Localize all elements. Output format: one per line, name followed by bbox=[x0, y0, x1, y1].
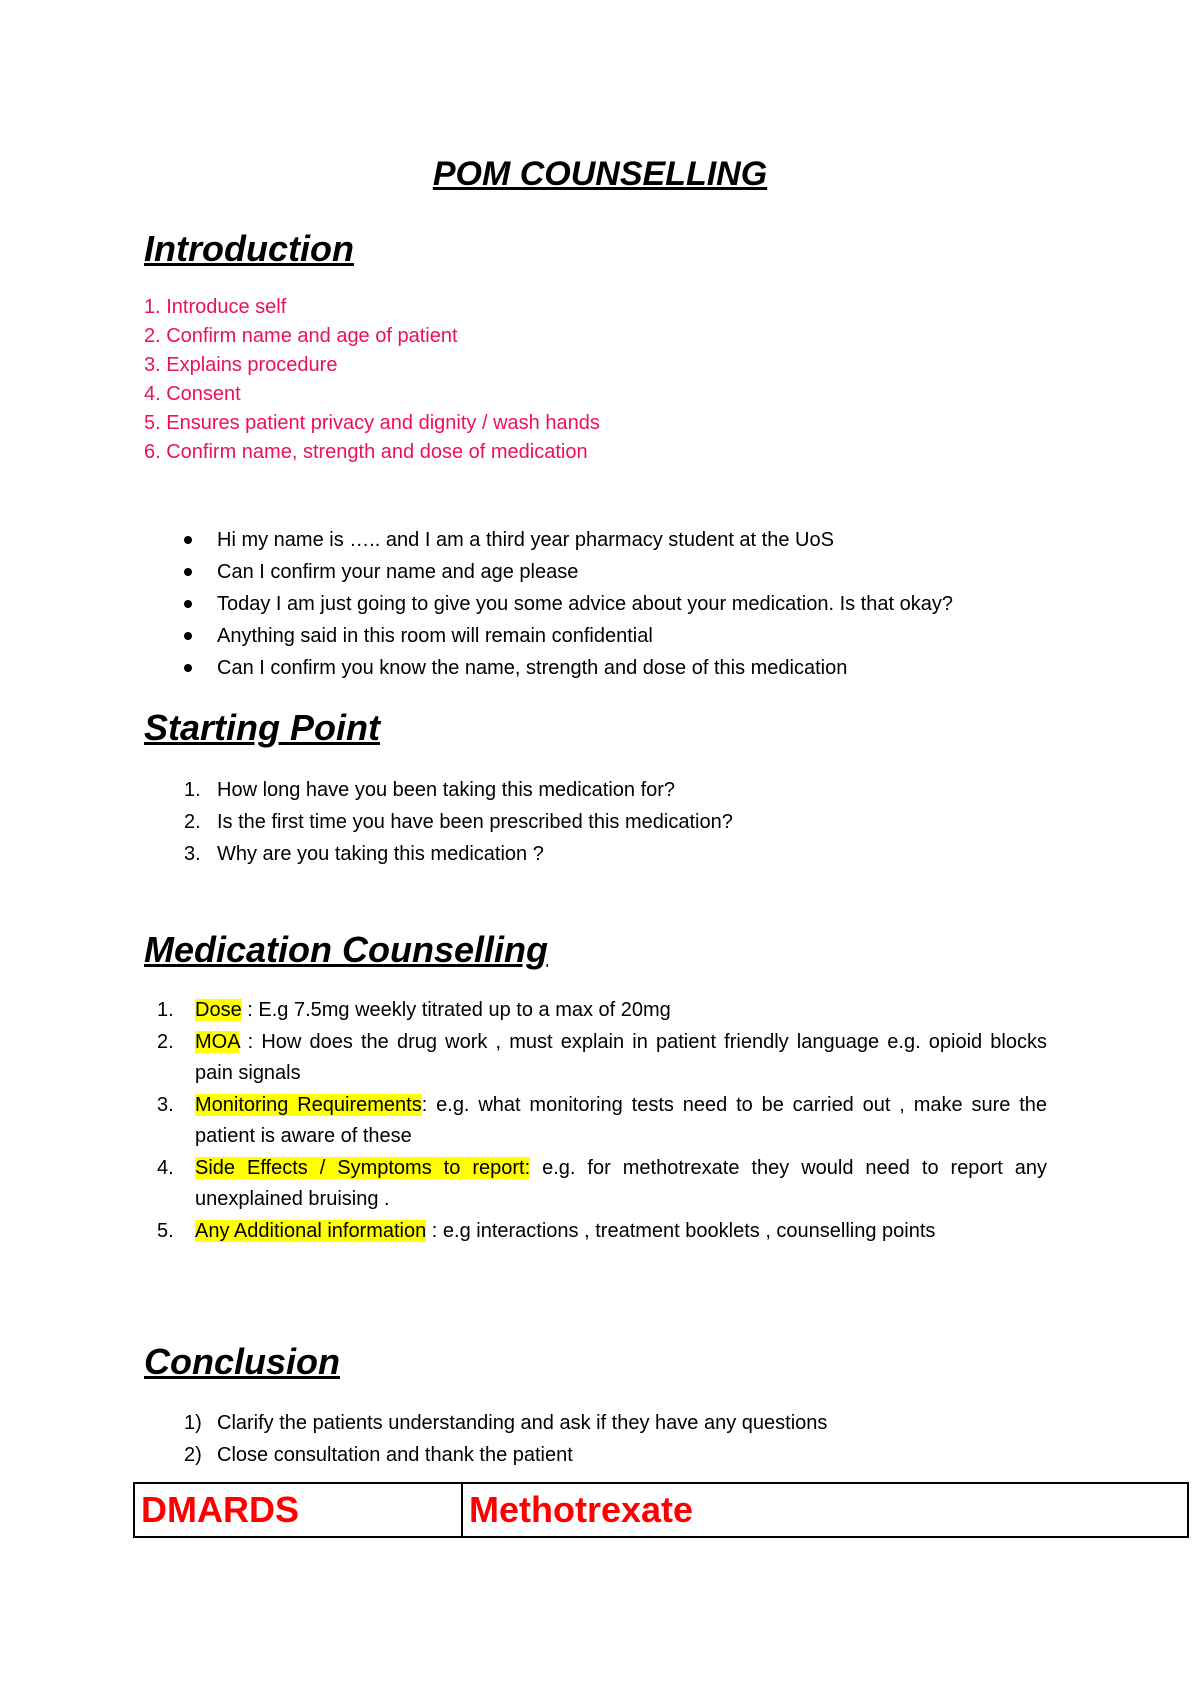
highlighted-label: Any Additional information bbox=[195, 1219, 427, 1242]
list-text: : e.g. what monitoring tests need to be carried out , make sure the patient is aware of these bbox=[195, 1093, 1048, 1147]
list-item bbox=[157, 1216, 1047, 1248]
introduction-step: 1. Introduce self bbox=[144, 296, 287, 318]
list-number: 3. bbox=[184, 843, 201, 865]
list-number: 2. bbox=[184, 811, 201, 833]
list-item bbox=[184, 1407, 827, 1439]
list-number: 3. bbox=[157, 1093, 174, 1116]
introduction-heading: Introduction bbox=[144, 228, 354, 269]
starting-point-list bbox=[184, 774, 733, 870]
list-item bbox=[157, 1027, 1047, 1090]
list-number: 2) bbox=[184, 1444, 202, 1466]
drug-table bbox=[133, 1482, 1189, 1538]
list-text: : How does the drug work , must explain in patient friendly language e.g. opioid blocks pain signals bbox=[195, 1030, 1047, 1084]
list-text: Why are you taking this medication ? bbox=[217, 843, 544, 865]
highlighted-label: MOA bbox=[195, 1030, 240, 1053]
list-number: 1. bbox=[184, 779, 201, 801]
list-text: e.g. for methotrexate they would need to report any unexplained bruising . bbox=[195, 1156, 1047, 1210]
script-text: Hi my name is ….. and I am a third year pharmacy student at the UoS bbox=[217, 529, 834, 551]
conclusion-list bbox=[184, 1407, 827, 1471]
list-number: 2. bbox=[157, 1030, 174, 1053]
introduction-steps bbox=[144, 293, 600, 467]
script-item bbox=[184, 620, 953, 652]
list-number: 4. bbox=[157, 1156, 174, 1179]
script-text: Can I confirm you know the name, strength and dose of this medication bbox=[217, 657, 848, 679]
highlighted-label: Monitoring Requirements bbox=[195, 1093, 422, 1116]
table-row bbox=[134, 1483, 1188, 1537]
drug-category-cell: DMARDS bbox=[134, 1483, 462, 1537]
list-text: : e.g interactions , treatment booklets , counselling points bbox=[426, 1219, 936, 1242]
list-item bbox=[184, 806, 733, 838]
list-item bbox=[157, 995, 1047, 1027]
introduction-step: 5. Ensures patient privacy and dignity / wash hands bbox=[144, 412, 600, 434]
list-number: 5. bbox=[157, 1219, 174, 1242]
bullet-icon bbox=[184, 536, 192, 544]
script-item bbox=[184, 652, 953, 684]
list-item bbox=[184, 1439, 827, 1471]
introduction-step: 2. Confirm name and age of patient bbox=[144, 325, 458, 347]
list-text: Close consultation and thank the patient bbox=[217, 1444, 573, 1466]
conclusion-heading: Conclusion bbox=[144, 1341, 340, 1382]
medication-counselling-heading: Medication Counselling bbox=[144, 929, 549, 970]
list-text: Is the first time you have been prescribed this medication? bbox=[217, 811, 733, 833]
bullet-icon bbox=[184, 664, 192, 672]
list-text: : E.g 7.5mg weekly titrated up to a max of 20mg bbox=[241, 999, 671, 1021]
list-number: 1) bbox=[184, 1412, 202, 1434]
list-text: Clarify the patients understanding and ask if they have any questions bbox=[217, 1412, 828, 1434]
script-text: Anything said in this room will remain confidential bbox=[217, 625, 653, 647]
script-item bbox=[184, 524, 953, 556]
bullet-icon bbox=[184, 600, 192, 608]
script-item bbox=[184, 556, 953, 588]
page-title: POM COUNSELLING bbox=[432, 155, 768, 193]
starting-point-heading: Starting Point bbox=[144, 707, 380, 748]
bullet-icon bbox=[184, 568, 192, 576]
list-item bbox=[184, 774, 733, 806]
list-item bbox=[157, 1153, 1047, 1216]
list-item bbox=[157, 1090, 1047, 1153]
list-number: 1. bbox=[157, 999, 174, 1021]
script-text: Can I confirm your name and age please bbox=[217, 561, 579, 583]
highlighted-label: Side Effects / Symptoms to report: bbox=[195, 1156, 531, 1179]
introduction-script-list bbox=[184, 524, 953, 684]
introduction-step: 6. Confirm name, strength and dose of medication bbox=[144, 441, 588, 463]
list-text: How long have you been taking this medication for? bbox=[217, 779, 676, 801]
introduction-step: 4. Consent bbox=[144, 383, 241, 405]
bullet-icon bbox=[184, 632, 192, 640]
script-text: Today I am just going to give you some advice about your medication. Is that okay? bbox=[217, 593, 953, 615]
script-item bbox=[184, 588, 953, 620]
introduction-step: 3. Explains procedure bbox=[144, 354, 338, 376]
highlighted-label: Dose bbox=[195, 999, 242, 1021]
medication-counselling-list bbox=[157, 995, 1047, 1247]
list-item bbox=[184, 838, 733, 870]
drug-name-cell: Methotrexate bbox=[462, 1483, 1188, 1537]
